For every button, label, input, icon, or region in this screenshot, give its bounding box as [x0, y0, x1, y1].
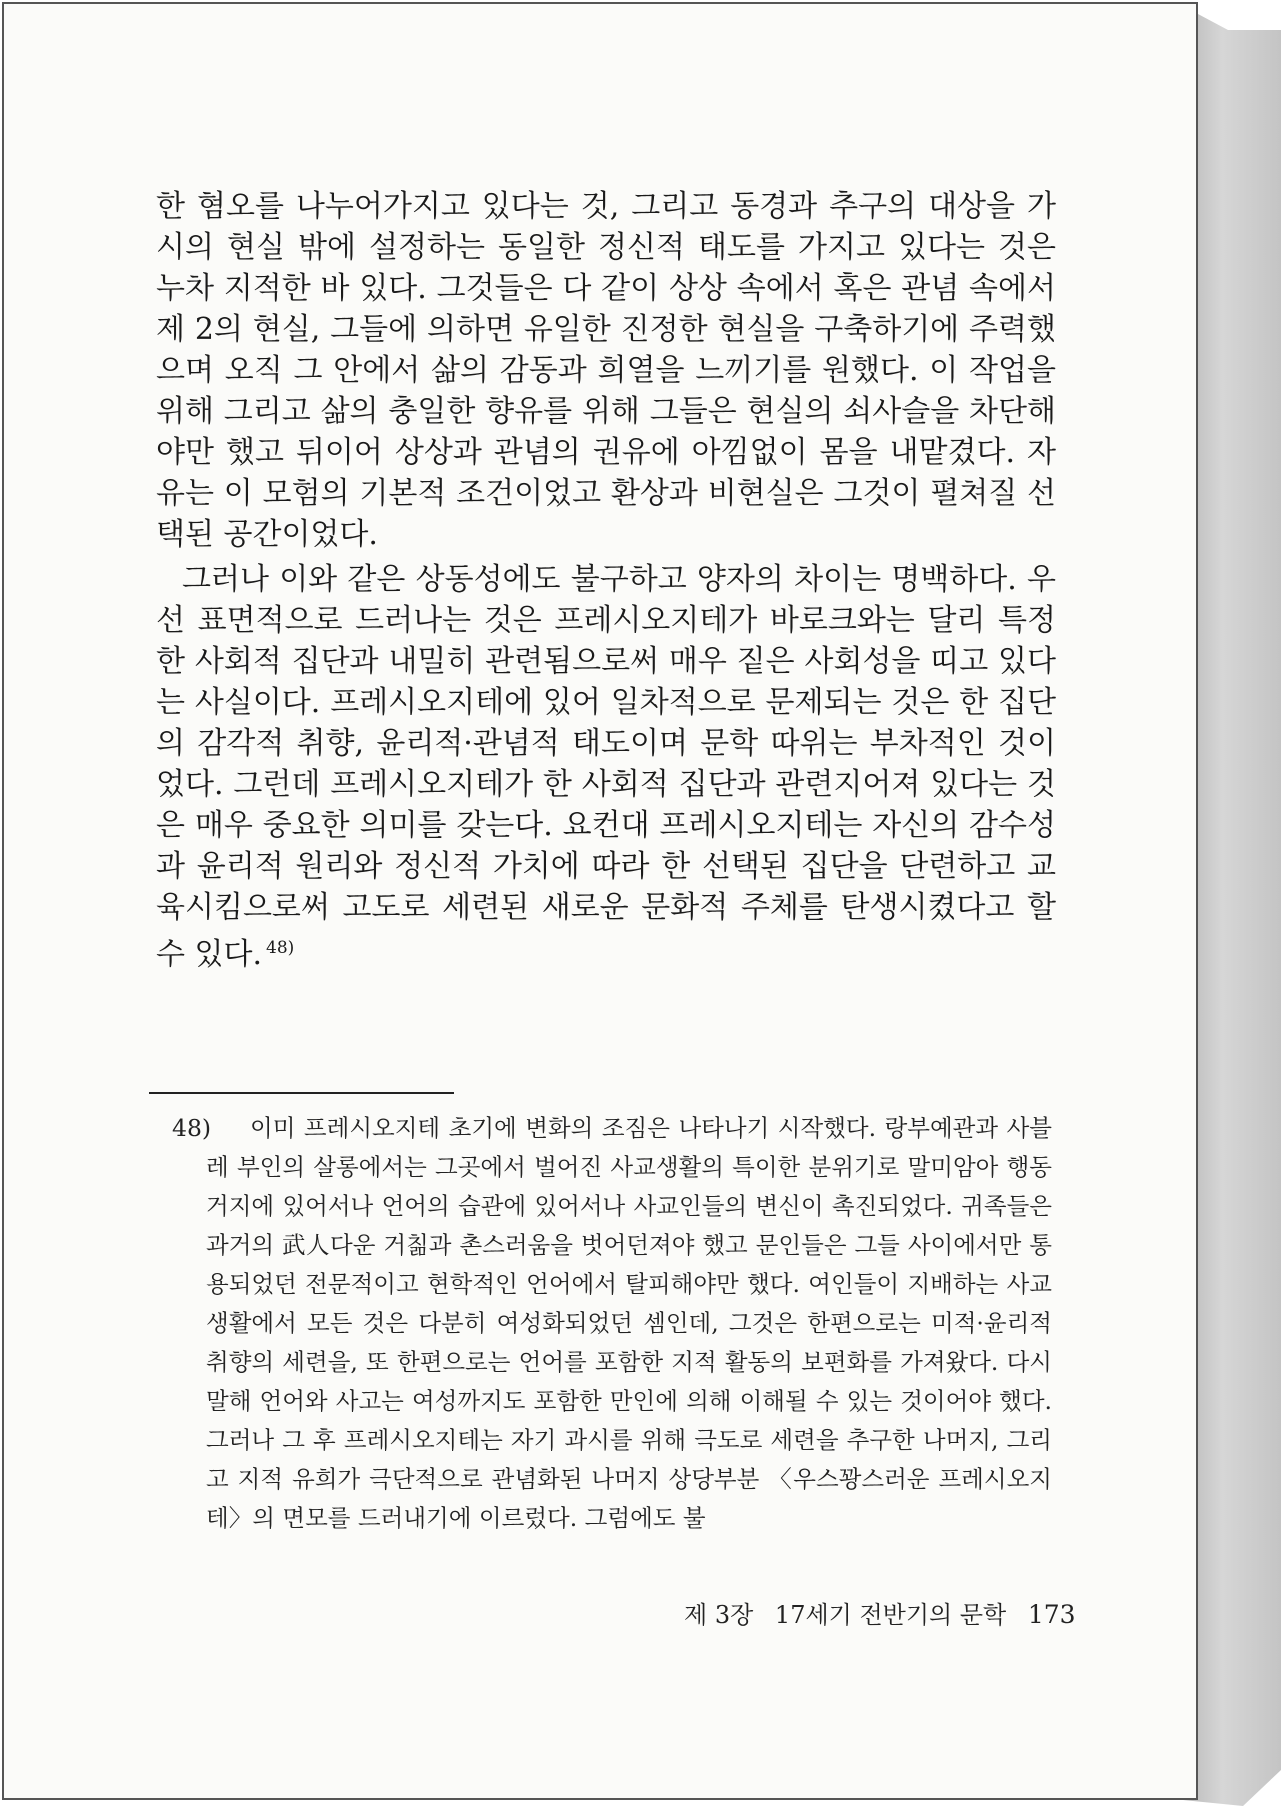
paragraph-2-text: 그러나 이와 같은 상동성에도 불구하고 양자의 차이는 명백하다. 우선 표면적으로 드러나는 것은 프레시오지테가 바로크와는 달리 특정한 사회적 집단과 내밀히 관련됨으로써 매우 짙은 사회성을 띠고 있다는 사실이다. 프레시오지테에 있어 일차적으로 문제되는 것은 한 집단의 감각적 취향, 윤리적·관념적 태도이며 문학 따위는 부차적인 것이었다. 그런데 프레시오지테가 한 사회적 집단과 관련지어져 있다는 것은 매우 중요한 의미를 갖는다. 요컨대 프레시오지테는 자신의 감수성과 윤리적 원리와 정신적 가치에 따라 한 선택된 집단을 단련하고 교육시킴으로써 고도로 세련된 새로운 문화적 주체를 탄생시켰다고 할 수 있다.: [156, 562, 1056, 972]
footnote-number: 48): [172, 1114, 212, 1142]
paragraph-1: 한 혐오를 나누어가지고 있다는 것, 그리고 동경과 추구의 대상을 가시의 현실 밖에 설정하는 동일한 정신적 태도를 가지고 있다는 것은 누차 지적한 바 있다. 그것들은 다 같이 상상 속에서 혹은 관념 속에서 제 2의 현실, 그들에 의하면 유일한 진정한 현실을 구축하기에 주력했으며 오직 그 안에서 삶의 감동과 희열을 느끼기를 원했다. 이 작업을 위해 그리고 삶의 충일한 향유를 위해 그들은 현실의 쇠사슬을 차단해야만 했고 뒤이어 상상과 관념의 권유에 아낌없이 몸을 내맡겼다. 자유는 이 모험의 기본적 조건이었고 환상과 비현실은 그것이 펼쳐질 선택된 공간이었다.: [156, 189, 1056, 552]
chapter-label: 제 3장: [684, 1601, 754, 1629]
footnote-48: [172, 1109, 1052, 1538]
main-text: [156, 186, 1056, 975]
paragraph-2: [156, 559, 1056, 975]
page-number: 173: [1027, 1600, 1076, 1629]
footnote-divider: [149, 1092, 454, 1094]
footnote-text: 이미 프레시오지테 초기에 변화의 조짐은 나타나기 시작했다. 랑부예관과 사블레 부인의 살롱에서는 그곳에서 벌어진 사교생활의 특이한 분위기로 말미암아 행동거지에 있어서나 언어의 습관에 있어서나 사교인들의 변신이 촉진되었다. 귀족들은 과거의 武人다운 거칢과 촌스러움을 벗어던져야 했고 문인들은 그들 사이에서만 통용되었던 전문적이고 현학적인 언어에서 탈피해야만 했다. 여인들이 지배하는 사교생활에서 모든 것은 다분히 여성화되었던 셈인데, 그것은 한편으로는 미적·윤리적 취향의 세련을, 또 한편으로는 언어를 포함한 지적 활동의 보편화를 가져왔다. 다시 말해 언어와 사고는 여성까지도 포함한 만인에 의해 이해될 수 있는 것이어야 했다. 그러나 그 후 프레시오지테는 자기 과시를 위해 극도로 세련을 추구한 나머지, 그리고 지적 유희가 극단적으로 관념화된 나머지 상당부분 〈우스꽝스러운 프레시오지테〉의 면모를 드러내기에 이르렀다. 그럼에도 불: [206, 1114, 1052, 1532]
book-page: [2, 2, 1198, 1800]
chapter-title: 17세기 전반기의 문학: [774, 1601, 1007, 1629]
footnote-reference: 48): [266, 938, 295, 958]
running-footer: [684, 1595, 1076, 1630]
